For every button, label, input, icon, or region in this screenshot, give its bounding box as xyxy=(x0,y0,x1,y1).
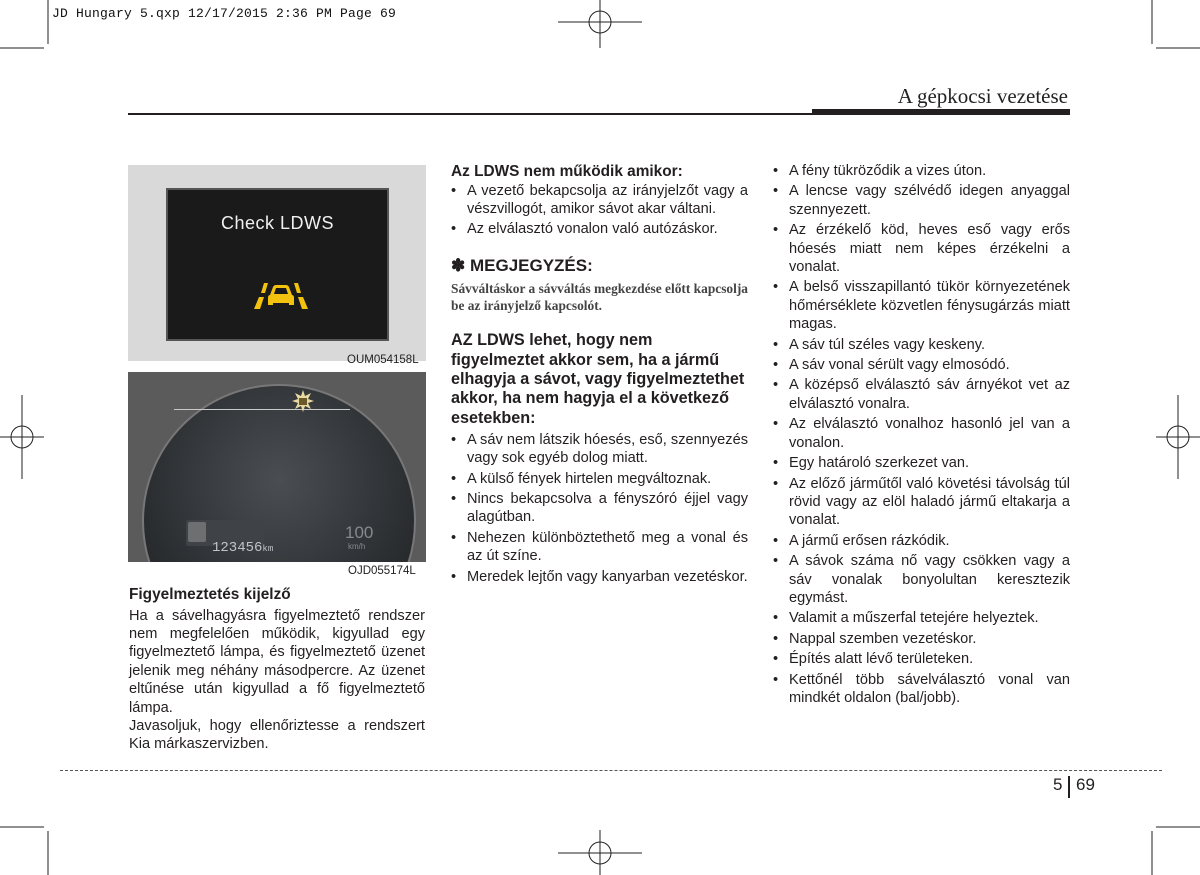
list-conditions-continued xyxy=(773,162,1070,707)
list-item: • Nappal szemben vezetéskor. xyxy=(773,630,1070,648)
list-item: • Nincs bekapcsolva a fényszóró éjjel vagy alagútban. xyxy=(451,490,748,527)
paragraph: Ha a sávelhagyásra figyelmeztető rendszer nem megfelelően működik, kigyullad egy figyelmeztető lámpa, és figyelmeztető üzenet jelenik meg néhány másodpercre. Az üzenet eltűnése után kigyullad a fő figyelmeztető lámpa. xyxy=(129,607,425,716)
page-number: 69 xyxy=(1076,775,1095,794)
notice-text: Sávváltáskor a sávváltás megkezdése előtt kapcsolja be az irányjelző kapcsolót. xyxy=(451,280,748,313)
speed-value: 100 xyxy=(345,523,374,542)
lane-warning-icon xyxy=(291,389,315,413)
header-rule xyxy=(128,113,1070,115)
list-item: • A jármű erősen rázkódik. xyxy=(773,532,1070,550)
figure-check-ldws xyxy=(128,165,426,361)
odometer-value: 123456 xyxy=(212,540,263,556)
list-item: • Valamit a műszerfal tetejére helyeztek. xyxy=(773,609,1070,627)
odometer xyxy=(212,540,273,556)
parking-indicator xyxy=(188,522,206,542)
list-conditions xyxy=(451,431,748,586)
heading-ldws-not-working: Az LDWS nem működik amikor: xyxy=(451,163,683,180)
list-item: • Az előző járműtől való követési távolság túl rövid vagy az elöl haladó jármű eltakarja a vonalat. xyxy=(773,475,1070,530)
list-item: • Egy határoló szerkezet van. xyxy=(773,454,1070,472)
speed-unit: km/h xyxy=(348,542,366,551)
notice-title: ✽ MEGJEGYZÉS: xyxy=(451,255,593,275)
list-item: • A vezető bekapcsolja az irányjelzőt vagy a vészvillogót, amikor sávot akar váltani. xyxy=(451,182,748,219)
gauge-line xyxy=(174,409,350,410)
list-item: • Építés alatt lévő területeken. xyxy=(773,650,1070,668)
list-item: • A sávok száma nő vagy csökken vagy a sáv vonalak bonyolultan keresztezik egymást. xyxy=(773,552,1070,607)
footer-rule xyxy=(60,770,1162,771)
list-item: • A sáv vonal sérült vagy elmosódó. xyxy=(773,356,1070,374)
list-item: • A fény tükröződik a vizes úton. xyxy=(773,162,1070,180)
list-item: • Az elválasztó vonalhoz hasonló jel van a vonalon. xyxy=(773,415,1070,452)
right-column xyxy=(773,162,1070,709)
odometer-unit: km xyxy=(262,544,274,554)
list-item: • A lencse vagy szélvédő idegen anyaggal szennyezett. xyxy=(773,182,1070,219)
page-number-divider xyxy=(1068,776,1070,798)
list-item: • Az érzékelő köd, heves eső vagy erős hóesés miatt nem képes érzékelni a vonalat. xyxy=(773,221,1070,276)
display-message: Check LDWS xyxy=(220,213,335,233)
figure-cluster-photo xyxy=(128,372,426,562)
heading-warning-display: Figyelmeztetés kijelző xyxy=(129,586,291,603)
list-item: • Az elválasztó vonalon való autózáskor. xyxy=(451,220,748,238)
left-column xyxy=(129,585,425,754)
middle-column xyxy=(451,162,748,588)
paragraph: Javasoljuk, hogy ellenőriztesse a rendszert Kia márkaszervizben. xyxy=(129,717,425,753)
section-title: A gépkocsi vezetése xyxy=(897,84,1068,108)
figure-code: OJD055174L xyxy=(348,565,416,577)
list-item: • Kettőnél több sávelválasztó vonal van mindkét oldalon (bal/jobb). xyxy=(773,671,1070,708)
list-item: • Nehezen különböztethető meg a vonal és az út színe. xyxy=(451,529,748,566)
list-item: • A külső fények hirtelen megváltoznak. xyxy=(451,470,748,488)
gauge-face xyxy=(142,384,416,562)
list-item: • A sáv túl széles vagy keskeny. xyxy=(773,336,1070,354)
cluster-display xyxy=(166,188,389,341)
figure-code: OUM054158L xyxy=(347,354,419,366)
list-item: • A belső visszapillantó tükör környezetének hőmérséklete közvetlen fénysugárzás miatt magas. xyxy=(773,278,1070,333)
heading-ldws-may-fail: AZ LDWS lehet, hogy nem figyelmeztet akkor sem, ha a jármű elhagyja a sávot, vagy figyelmeztethet akkor, ha nem hagyja el a következő esetekben: xyxy=(451,331,745,427)
list-item: • A sáv nem látszik hóesés, eső, szennyezés vagy sok egyéb dolog miatt. xyxy=(451,431,748,468)
list-item: • A középső elválasztó sáv árnyékot vet az elválasztó vonalra. xyxy=(773,376,1070,413)
print-slug: JD Hungary 5.qxp 12/17/2015 2:36 PM Page 69 xyxy=(52,6,397,21)
list-item: • Meredek lejtőn vagy kanyarban vezetéskor. xyxy=(451,568,748,586)
list-not-working xyxy=(451,182,748,239)
chapter-number: 5 xyxy=(1053,775,1063,794)
lane-warning-icon xyxy=(248,275,314,311)
